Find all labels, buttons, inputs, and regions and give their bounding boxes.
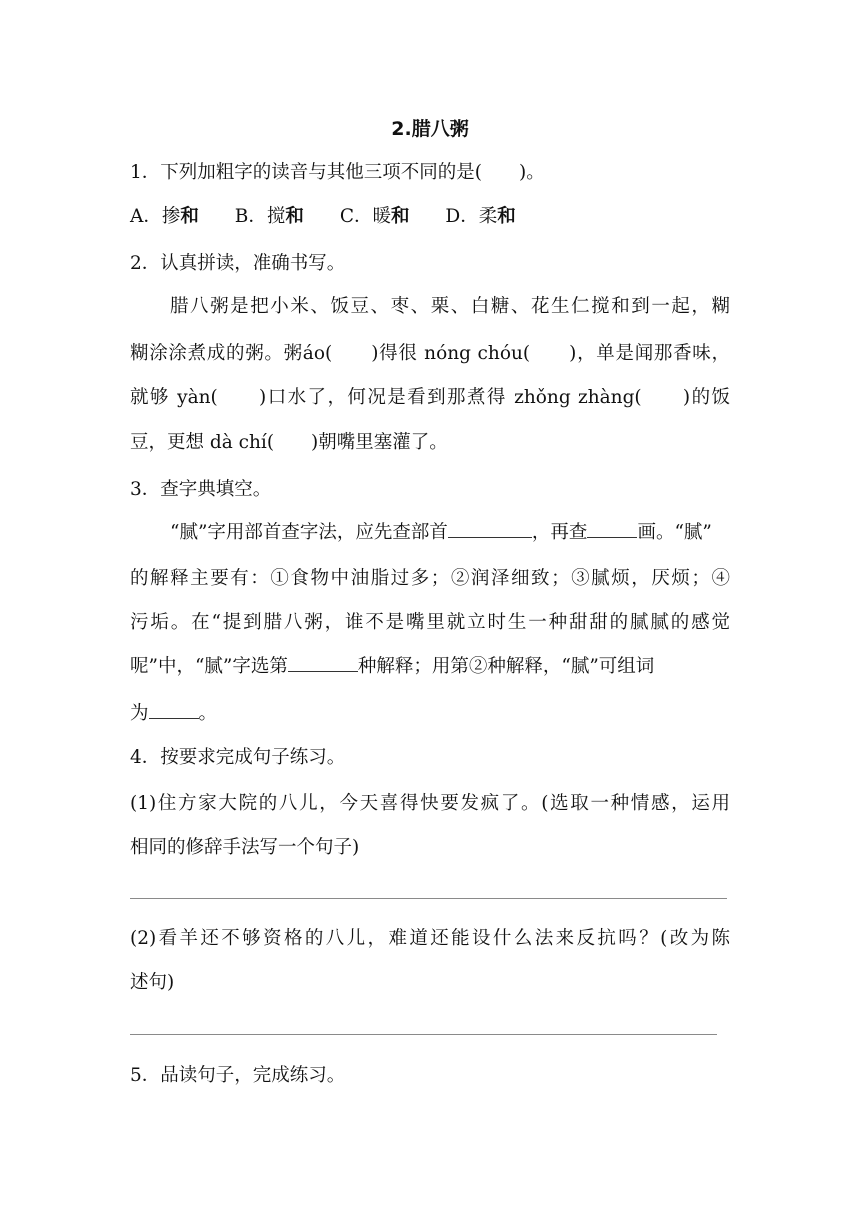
- q1-option-a[interactable]: A．掺和: [130, 206, 199, 227]
- q3-line-5: 为 。: [130, 700, 730, 728]
- q1-option-d[interactable]: D．柔和: [445, 206, 516, 227]
- q1-stem: 1．下列加粗字的读音与其他三项不同的是( )。: [130, 162, 545, 183]
- q1-options: [130, 203, 730, 231]
- q4-sub2-answer-line[interactable]: [130, 1034, 717, 1035]
- q3-line-3: 污垢。在“提到腊八粥，谁不是嘴里就立时生一种甜甜的腻腻的感觉: [130, 612, 730, 633]
- q3-radical-blank[interactable]: [448, 519, 532, 538]
- q4-sub1-line-1: (1)住方家大院的八儿，今天喜得快要发疯了。(选取一种情感，运用: [130, 793, 730, 814]
- q3-line-1: “腻”字用部首查字法，应先查部首 ，再查 画。“腻”: [170, 519, 730, 547]
- q3-meaning-blank[interactable]: [288, 653, 358, 672]
- q5-stem: 5．品读句子，完成练习。: [130, 1065, 346, 1086]
- q4-sub1-line-2: 相同的修辞手法写一个句子): [130, 837, 360, 858]
- q3-line-2: 的解释主要有：①食物中油脂过多；②润泽细致；③腻烦，厌烦；④: [130, 568, 730, 589]
- q3-stem: 3．查字典填空。: [130, 479, 272, 500]
- q1-option-c[interactable]: C．暖和: [339, 206, 410, 227]
- q2-stem: 2．认真拼读，准确书写。: [130, 253, 346, 274]
- q1-option-b[interactable]: B．搅和: [234, 206, 304, 227]
- q3-strokes-blank[interactable]: [587, 519, 637, 538]
- q4-stem: 4．按要求完成句子练习。: [130, 747, 346, 768]
- q2-paragraph-line-1: 腊八粥是把小米、饭豆、枣、栗、白糖、花生仁搅和到一起，糊: [170, 296, 730, 317]
- q4-sub1-answer-line[interactable]: [130, 898, 727, 899]
- q2-paragraph-line-3: 就够 yàn( )口水了，何况是看到那煮得 zhǒng zhàng( )的饭: [130, 387, 730, 408]
- page-title: 2.腊八粥: [391, 118, 469, 140]
- q3-word-blank[interactable]: [149, 700, 199, 719]
- q4-sub2-line-1: (2)看羊还不够资格的八儿，难道还能设什么法来反抗吗？(改为陈: [130, 928, 730, 949]
- q2-paragraph-line-4: 豆，更想 dà chí( )朝嘴里塞灌了。: [130, 432, 448, 453]
- q4-sub2-line-2: 述句): [130, 972, 175, 993]
- q3-line-4: 呢”中，“腻”字选第 种解释；用第②种解释，“腻”可组词: [130, 653, 730, 681]
- q2-paragraph-line-2: 糊涂涂煮成的粥。粥áo( )得很 nóng chóu( )，单是闻那香味，: [130, 343, 730, 364]
